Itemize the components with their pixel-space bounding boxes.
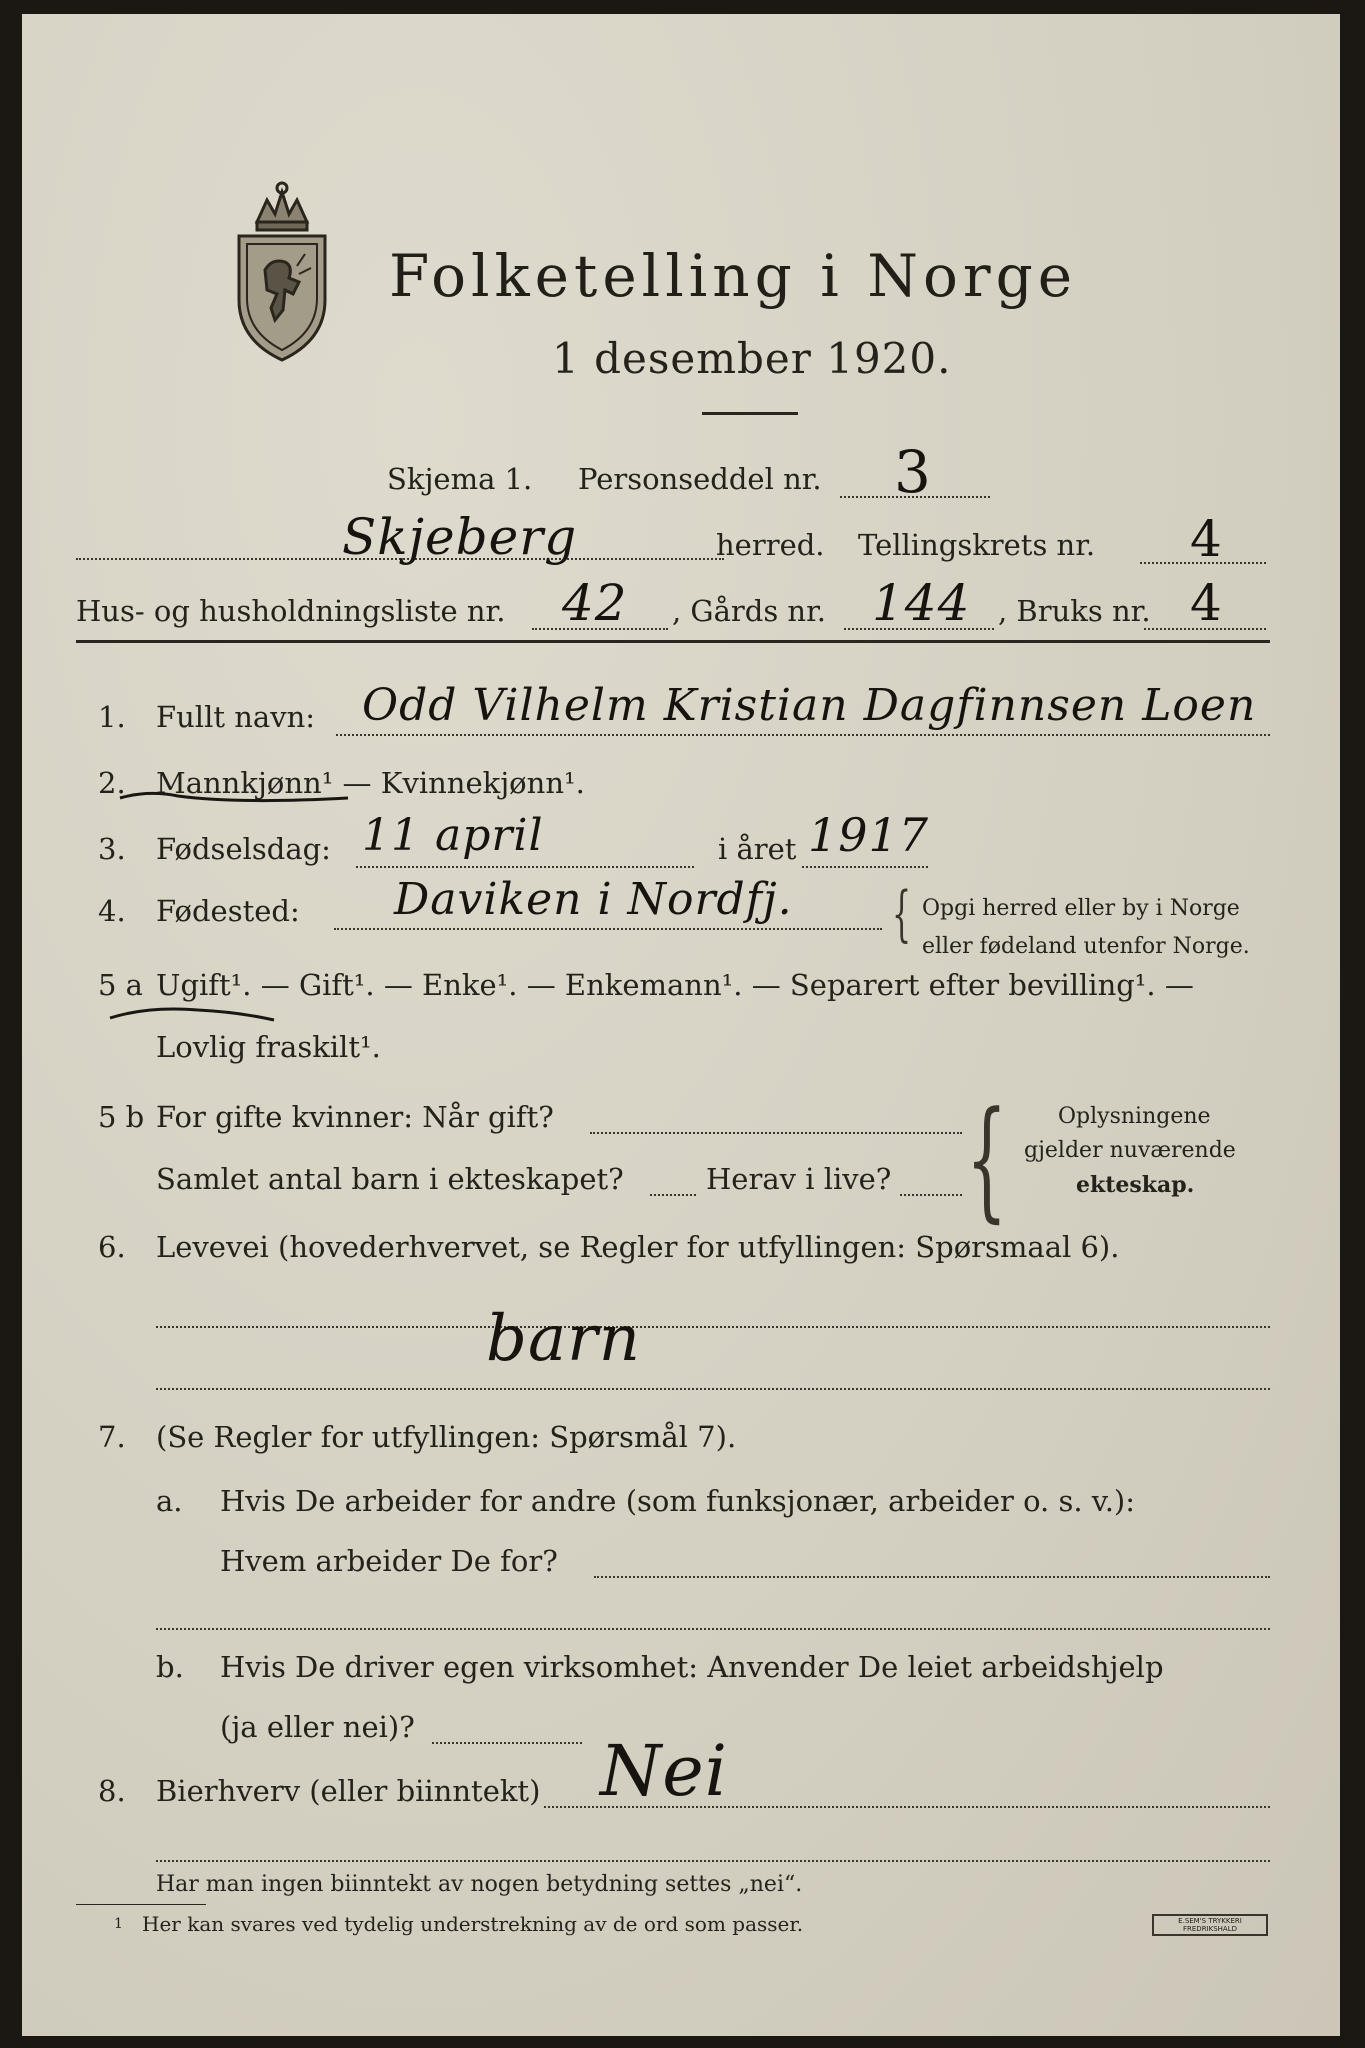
q7-label: (Se Regler for utfyllingen: Spørsmål 7). bbox=[156, 1420, 737, 1454]
q4-line bbox=[334, 928, 882, 930]
personseddel-value: 3 bbox=[894, 438, 932, 506]
tellingskrets-label: Tellingskrets nr. bbox=[858, 528, 1096, 562]
q5b-note-line3: ekteskap. bbox=[1076, 1172, 1195, 1198]
q5b-label: For gifte kvinner: Når gift? bbox=[156, 1100, 554, 1134]
footnote-text: Her kan svares ved tydelig understrekning av de ord som passer. bbox=[142, 1912, 804, 1936]
q7-number: 7. bbox=[98, 1420, 126, 1454]
q4-note-line1: Opgi herred eller by i Norge bbox=[922, 896, 1240, 921]
header-separator bbox=[76, 640, 1270, 643]
form-title: Folketelling i Norge bbox=[389, 242, 1078, 310]
children-total-line bbox=[650, 1194, 696, 1196]
q4-number: 4. bbox=[98, 894, 126, 928]
full-name-value: Odd Vilhelm Kristian Dagfinnsen Loen bbox=[362, 680, 1257, 731]
census-date: 1 desember 1920. bbox=[552, 334, 952, 383]
q5b-children-label: Samlet antal barn i ekteskapet? bbox=[156, 1162, 624, 1196]
footnote-rule bbox=[76, 1904, 206, 1905]
birthday-value: 11 april bbox=[362, 810, 544, 861]
bruks-label: , Bruks nr. bbox=[998, 594, 1151, 628]
children-alive-line bbox=[900, 1194, 962, 1196]
footnote-mark: 1 bbox=[114, 1916, 123, 1932]
q7b-letter: b. bbox=[156, 1650, 184, 1684]
q2-number: 2. bbox=[98, 766, 126, 800]
norway-coat-of-arms-icon bbox=[227, 170, 337, 370]
q1-line bbox=[336, 734, 1270, 736]
q7b-label: Hvis De driver egen virksomhet: Anvender De leiet arbeidshjelp bbox=[220, 1650, 1164, 1684]
q6-line-2 bbox=[156, 1388, 1270, 1390]
q4-brace-icon: { bbox=[892, 879, 912, 949]
gards-label: , Gårds nr. bbox=[672, 594, 826, 628]
q6-number: 6. bbox=[98, 1230, 126, 1264]
printer-stamp-line1: E.SEM'S TRYKKERI bbox=[1178, 1917, 1242, 1925]
q5b-number: 5 b bbox=[98, 1100, 145, 1134]
q5b-note-line1: Oplysningene bbox=[1058, 1104, 1211, 1129]
q8-label: Bierhverv (eller biinntekt) bbox=[156, 1774, 541, 1808]
employer-line-2 bbox=[156, 1628, 1270, 1630]
printer-stamp-line2: FREDRIKSHALD bbox=[1182, 1925, 1237, 1933]
q1-number: 1. bbox=[98, 700, 126, 734]
q7a-letter: a. bbox=[156, 1484, 183, 1518]
q2-label: Mannkjønn¹ — Kvinnekjønn¹. bbox=[156, 766, 585, 800]
birthplace-value: Daviken i Nordfj. bbox=[394, 874, 793, 925]
q3-day-line bbox=[356, 866, 694, 868]
title-divider bbox=[702, 412, 798, 415]
personseddel-label: Personseddel nr. bbox=[578, 462, 822, 496]
hus-value: 42 bbox=[562, 574, 628, 632]
herred-label: herred. bbox=[716, 528, 825, 562]
birth-year-value: 1917 bbox=[808, 808, 930, 862]
q3-year-label: i året bbox=[718, 832, 797, 866]
q4-note-line2: eller fødeland utenfor Norge. bbox=[922, 934, 1250, 959]
q5a-label-continued: Lovlig fraskilt¹. bbox=[156, 1030, 381, 1064]
no-income-note: Har man ingen biinntekt av nogen betydning settes „nei“. bbox=[156, 1872, 803, 1897]
q7a-employer-label: Hvem arbeider De for? bbox=[220, 1544, 558, 1578]
gender-underline-mark bbox=[118, 784, 358, 808]
employer-line bbox=[594, 1576, 1270, 1578]
schema-label: Skjema 1. bbox=[387, 462, 533, 496]
census-form bbox=[22, 14, 1340, 2036]
occupation-value: barn bbox=[486, 1302, 641, 1376]
side-income-value: Nei bbox=[600, 1730, 729, 1812]
side-income-line-2 bbox=[156, 1860, 1270, 1862]
bruks-value: 4 bbox=[1190, 574, 1223, 632]
q7b-yes-no-label: (ja eller nei)? bbox=[220, 1710, 415, 1744]
herred-value: Skjeberg bbox=[342, 508, 578, 566]
q4-label: Fødested: bbox=[156, 894, 300, 928]
q5b-note-line2: gjelder nuværende bbox=[1024, 1138, 1236, 1163]
q5b-alive-label: Herav i live? bbox=[706, 1162, 892, 1196]
q8-number: 8. bbox=[98, 1774, 126, 1808]
q3-year-line bbox=[802, 866, 928, 868]
hired-help-line bbox=[432, 1742, 582, 1744]
q3-label: Fødselsdag: bbox=[156, 832, 331, 866]
q7a-label: Hvis De arbeider for andre (som funksjonær, arbeider o. s. v.): bbox=[220, 1484, 1136, 1518]
q6-label: Levevei (hovederhvervet, se Regler for utfyllingen: Spørsmaal 6). bbox=[156, 1230, 1120, 1264]
printer-stamp bbox=[1152, 1914, 1268, 1936]
q1-label: Fullt navn: bbox=[156, 700, 316, 734]
q6-line-1 bbox=[156, 1326, 1270, 1328]
gards-value: 144 bbox=[872, 574, 971, 632]
marital-status-mark bbox=[108, 1004, 278, 1028]
q3-number: 3. bbox=[98, 832, 126, 866]
tellingskrets-value: 4 bbox=[1190, 510, 1223, 568]
married-when-line bbox=[590, 1132, 962, 1134]
q5b-brace-icon: { bbox=[966, 1083, 1008, 1235]
q5a-label: Ugift¹. — Gift¹. — Enke¹. — Enkemann¹. — Separert efter bevilling¹. — bbox=[156, 968, 1194, 1002]
q5a-number: 5 a bbox=[98, 968, 143, 1002]
hus-label: Hus- og husholdningsliste nr. bbox=[76, 594, 506, 628]
